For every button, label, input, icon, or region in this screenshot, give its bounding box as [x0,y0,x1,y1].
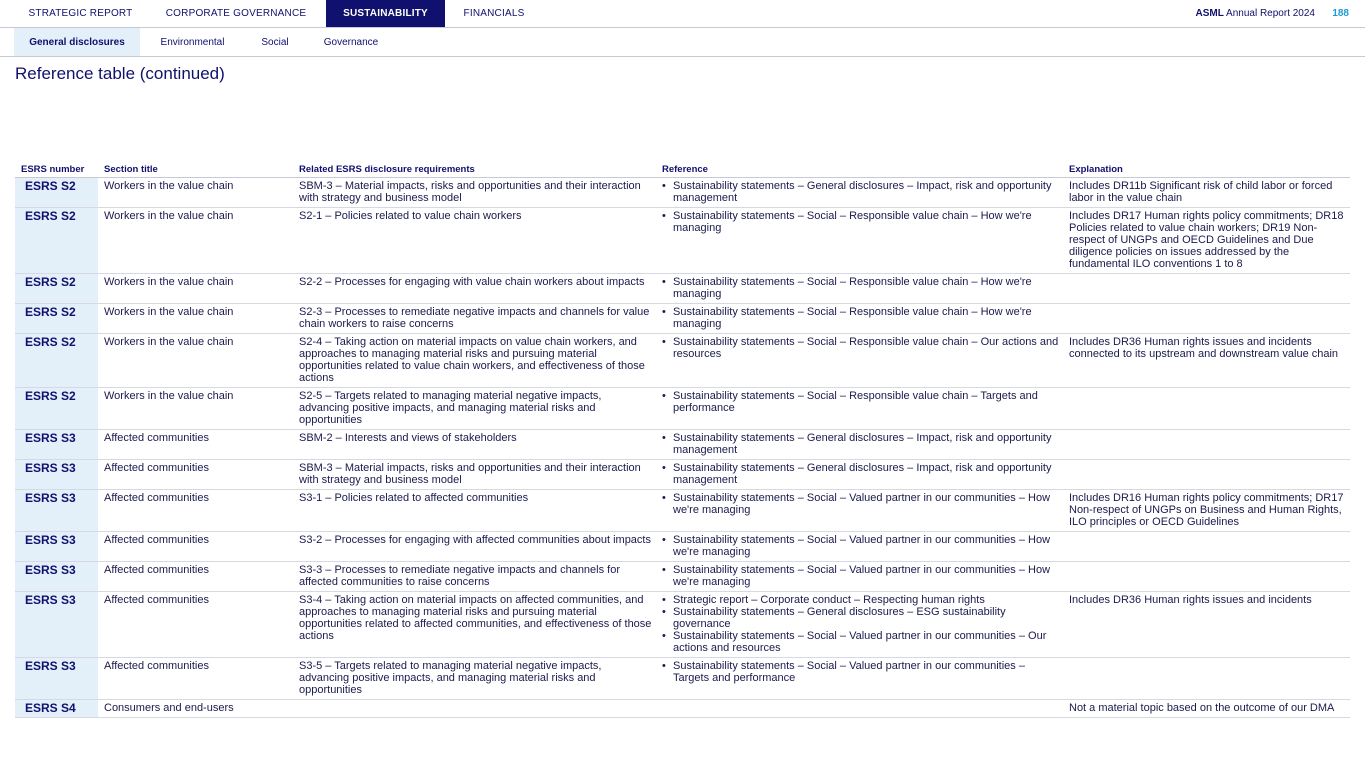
subtab-governance[interactable]: Governance [323,37,379,48]
section-title-cell: Workers in the value chain [98,207,293,273]
reference-cell [656,531,1063,561]
esrs-number-cell: ESRS S2 [15,303,98,333]
requirement-cell: S3-5 – Targets related to managing material negative impacts, advancing positive impacts, and managing material risks and opportunities [293,657,656,699]
explanation-cell [1063,657,1350,699]
table-row [15,429,1350,459]
header-reference: Reference [656,160,1063,177]
esrs-number-cell: ESRS S4 [15,699,98,717]
reference-list [662,660,1059,684]
reference-item: • Sustainability statements – Social – Responsible value chain – Targets and performance [662,390,1059,414]
explanation-cell: Includes DR16 Human rights policy commitments; DR17 Non-respect of UNGPs on Business and Human Rights, ILO principles or OECD Guidelines [1063,489,1350,531]
reference-cell [656,459,1063,489]
table-row [15,333,1350,387]
table-row [15,657,1350,699]
reference-item: • Sustainability statements – Social – Valued partner in our communities – How we're managing [662,492,1059,516]
reference-cell [656,387,1063,429]
reference-list [662,432,1059,456]
section-title-cell: Affected communities [98,429,293,459]
reference-list [662,492,1059,516]
reference-item: • Strategic report – Corporate conduct – Respecting human rights [662,594,1059,606]
table-row [15,489,1350,531]
reference-cell [656,177,1063,207]
esrs-number-cell: ESRS S3 [15,489,98,531]
reference-list [662,390,1059,414]
table-row [15,177,1350,207]
requirement-cell: S2-1 – Policies related to value chain workers [293,207,656,273]
section-title-cell: Affected communities [98,657,293,699]
explanation-cell [1063,561,1350,591]
reference-item: • Sustainability statements – Social – Responsible value chain – How we're managing [662,276,1059,300]
explanation-cell [1063,273,1350,303]
section-title-cell: Affected communities [98,459,293,489]
table-row [15,699,1350,717]
header-requirements: Related ESRS disclosure requirements [293,160,656,177]
table-body [15,177,1350,717]
reference-cell [656,333,1063,387]
report-brand [1195,0,1315,28]
subtab-general-disclosures[interactable]: General disclosures [14,28,140,56]
reference-cell [656,303,1063,333]
esrs-number-cell: ESRS S2 [15,177,98,207]
reference-list [662,306,1059,330]
reference-cell [656,273,1063,303]
reference-list [662,534,1059,558]
reference-item: • Sustainability statements – General disclosures – ESG sustainability governance [662,606,1059,630]
table-row [15,273,1350,303]
section-title-cell: Consumers and end-users [98,699,293,717]
section-title-cell: Affected communities [98,591,293,657]
explanation-cell: Includes DR36 Human rights issues and incidents connected to its upstream and downstream value chain [1063,333,1350,387]
section-title-cell: Workers in the value chain [98,333,293,387]
esrs-number-cell: ESRS S2 [15,273,98,303]
reference-cell [656,699,1063,717]
requirement-cell: SBM-3 – Material impacts, risks and opportunities and their interaction with strategy and business model [293,459,656,489]
esrs-number-cell: ESRS S3 [15,591,98,657]
reference-item: • Sustainability statements – Social – Responsible value chain – How we're managing [662,306,1059,330]
reference-list [662,462,1059,486]
section-title-cell: Affected communities [98,531,293,561]
table-row [15,561,1350,591]
page-title: Reference table (continued) [15,64,225,83]
esrs-number-cell: ESRS S2 [15,387,98,429]
requirement-cell: S3-4 – Taking action on material impacts on affected communities, and approaches to managing material risks and pursuing material opportunities related to affected communities, and effectiveness of those actions [293,591,656,657]
reference-list [662,210,1059,234]
page-number: 188 [1332,8,1349,19]
requirement-cell [293,699,656,717]
reference-cell [656,429,1063,459]
reference-item: • Sustainability statements – General disclosures – Impact, risk and opportunity management [662,462,1059,486]
reference-item: • Sustainability statements – Social – Valued partner in our communities – Targets and performance [662,660,1059,684]
requirement-cell: S2-4 – Taking action on material impacts on value chain workers, and approaches to managing material risks and pursuing material opportunities related to value chain workers, and effectiveness of those actions [293,333,656,387]
requirement-cell: S2-3 – Processes to remediate negative impacts and channels for value chain workers to raise concerns [293,303,656,333]
esrs-number-cell: ESRS S3 [15,429,98,459]
reference-cell [656,657,1063,699]
explanation-cell: Includes DR11b Significant risk of child labor or forced labor in the value chain [1063,177,1350,207]
esrs-number-cell: ESRS S3 [15,657,98,699]
table-row [15,459,1350,489]
reference-item: • Sustainability statements – General disclosures – Impact, risk and opportunity management [662,180,1059,204]
reference-table [15,160,1350,718]
esrs-number-cell: ESRS S3 [15,561,98,591]
section-title-cell: Affected communities [98,489,293,531]
explanation-cell [1063,303,1350,333]
section-title-cell: Workers in the value chain [98,177,293,207]
section-title-cell: Workers in the value chain [98,273,293,303]
table-row [15,207,1350,273]
brand-name: ASML [1195,8,1224,19]
tab-corporate-governance[interactable]: CORPORATE GOVERNANCE [165,8,307,19]
table-row [15,531,1350,561]
reference-list [662,594,1059,654]
sub-navigation [0,28,1365,57]
esrs-number-cell: ESRS S2 [15,333,98,387]
explanation-cell [1063,531,1350,561]
reference-list [662,276,1059,300]
reference-item: • Sustainability statements – Social – Valued partner in our communities – Our actions and resources [662,630,1059,654]
reference-item: • Sustainability statements – General disclosures – Impact, risk and opportunity management [662,432,1059,456]
header-esrs-number: ESRS number [15,160,98,177]
explanation-cell: Includes DR17 Human rights policy commitments; DR18 Policies related to value chain workers; DR19 Non-respect of UNGPs and OECD Guidelines and Due diligence policies on issues addressed by the fundamental ILO conventions 1 to 8 [1063,207,1350,273]
explanation-cell [1063,459,1350,489]
reference-cell [656,207,1063,273]
requirement-cell: S2-2 – Processes for engaging with value chain workers about impacts [293,273,656,303]
table-header-row [15,160,1350,177]
requirement-cell: S3-2 – Processes for engaging with affected communities about impacts [293,531,656,561]
section-title-cell: Affected communities [98,561,293,591]
tab-financials[interactable]: FINANCIALS [463,8,525,19]
explanation-cell [1063,429,1350,459]
subtab-social[interactable]: Social [261,37,289,48]
tab-sustainability[interactable]: SUSTAINABILITY [326,0,445,27]
table-row [15,387,1350,429]
header-section-title: Section title [98,160,293,177]
reference-list [662,336,1059,360]
requirement-cell: S2-5 – Targets related to managing material negative impacts, advancing positive impacts, and managing material risks and opportunities [293,387,656,429]
explanation-cell: Includes DR36 Human rights issues and incidents [1063,591,1350,657]
requirement-cell: S3-1 – Policies related to affected communities [293,489,656,531]
reference-item: • Sustainability statements – Social – Valued partner in our communities – How we're managing [662,564,1059,588]
section-title-cell: Workers in the value chain [98,303,293,333]
esrs-number-cell: ESRS S2 [15,207,98,273]
reference-cell [656,561,1063,591]
header-explanation: Explanation [1063,160,1350,177]
table-row [15,591,1350,657]
requirement-cell: SBM-2 – Interests and views of stakeholders [293,429,656,459]
section-title-cell: Workers in the value chain [98,387,293,429]
subtab-environmental[interactable]: Environmental [160,37,225,48]
reference-cell [656,489,1063,531]
reference-item: • Sustainability statements – Social – Responsible value chain – How we're managing [662,210,1059,234]
explanation-cell: Not a material topic based on the outcome of our DMA [1063,699,1350,717]
reference-item: • Sustainability statements – Social – Valued partner in our communities – How we're managing [662,534,1059,558]
reference-list [662,564,1059,588]
requirement-cell: SBM-3 – Material impacts, risks and opportunities and their interaction with strategy and business model [293,177,656,207]
table-row [15,303,1350,333]
explanation-cell [1063,387,1350,429]
reference-list [662,180,1059,204]
tab-strategic-report[interactable]: STRATEGIC REPORT [28,8,133,19]
requirement-cell: S3-3 – Processes to remediate negative impacts and channels for affected communities to raise concerns [293,561,656,591]
reference-cell [656,591,1063,657]
esrs-number-cell: ESRS S3 [15,531,98,561]
reference-item: • Sustainability statements – Social – Responsible value chain – Our actions and resources [662,336,1059,360]
report-name: Annual Report 2024 [1223,8,1315,19]
esrs-number-cell: ESRS S3 [15,459,98,489]
top-navigation [0,0,1365,28]
